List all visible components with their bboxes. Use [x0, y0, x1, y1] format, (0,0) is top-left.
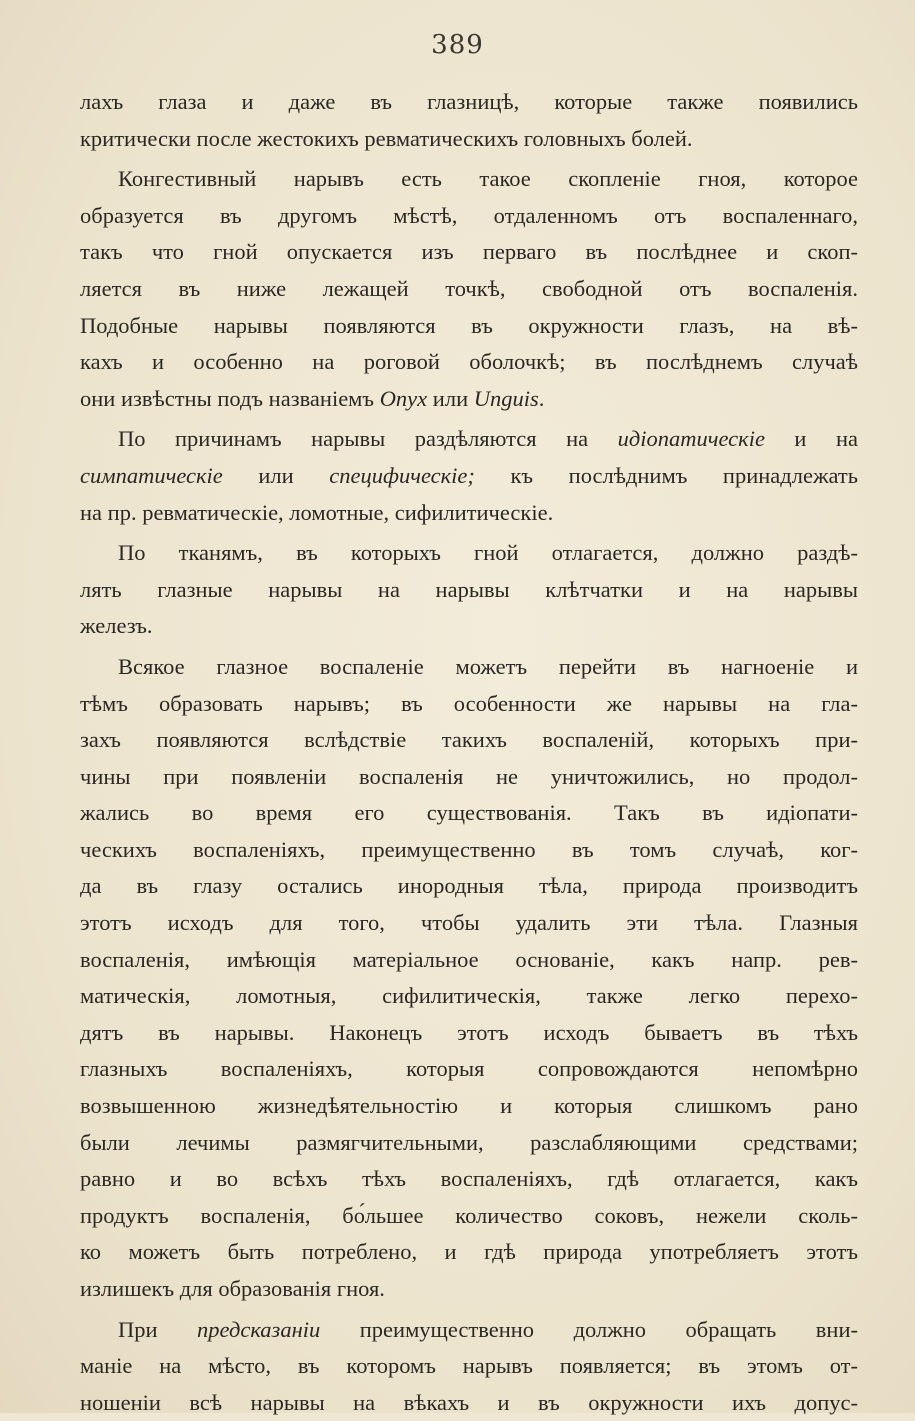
text-line [80, 198, 858, 235]
text-line [80, 608, 858, 645]
paragraph [80, 421, 858, 531]
text-run: или [427, 385, 474, 411]
text-run: Подобные нарывы появляются въ окружности глазъ, на вѣ- [80, 312, 858, 338]
text-run: лять глазные нарывы на нарывы клѣтчатки и на нарывы [80, 576, 858, 602]
text-run: на пр. ревматическіе, ломотные, сифилитическіе. [80, 499, 554, 525]
paragraph [80, 535, 858, 645]
text-line [80, 1234, 858, 1271]
text-run: или [222, 462, 330, 488]
text-run: матическія, ломотныя, сифилитическія, также легко перехо- [80, 983, 858, 1009]
text-run: При [118, 1316, 198, 1342]
text-line [80, 1312, 858, 1349]
text-line [80, 686, 858, 723]
text-run: ношеніи всѣ нарывы на вѣкахъ и въ окружности ихъ допус- [80, 1389, 858, 1415]
text-run: кахъ и особенно на роговой оболочкѣ; въ послѣднемъ случаѣ [80, 349, 858, 375]
text-run: глазныхъ воспаленіяхъ, которыя сопровождаются непомѣрно [80, 1056, 858, 1082]
text-run: чины при появленіи воспаленія не уничтожились, но продол- [80, 763, 858, 789]
text-line [80, 458, 858, 495]
text-run: ческихъ воспаленіяхъ, преимущественно въ томъ случаѣ, ког- [80, 836, 858, 862]
paragraph [80, 649, 858, 1308]
text-run: ляется въ ниже лежащей точкѣ, свободной отъ воспаленія. [80, 275, 858, 301]
italic-text: симпатическіе [80, 462, 223, 488]
text-run: они извѣстны подъ названіемъ [80, 385, 380, 411]
text-line [80, 161, 858, 198]
text-run: железъ. [80, 613, 153, 639]
text-run: этотъ исходъ для того, чтобы удалить эти тѣла. Глазныя [80, 910, 858, 936]
text-line [80, 1161, 858, 1198]
text-run: лахъ глаза и даже въ глазницѣ, которые также появились [80, 89, 858, 114]
italic-text: Unguis [473, 385, 539, 411]
paragraph [80, 1312, 858, 1421]
page-number: 389 [431, 30, 484, 60]
text-run: излишекъ для образованія гноя. [80, 1276, 385, 1301]
text-run: критически после жестокихъ ревматическихъ головныхъ болей. [80, 125, 693, 151]
text-run: были лечимы размягчительными, разслабляющими средствами; [80, 1129, 858, 1155]
text-line [80, 121, 858, 158]
text-line [80, 234, 858, 271]
text-line [80, 572, 858, 609]
text-line [80, 1015, 858, 1052]
text-line [80, 271, 858, 308]
text-run: такъ что гной опускается изъ перваго въ послѣднее и скоп- [80, 239, 858, 265]
text-line [80, 1125, 858, 1162]
text-line [80, 1271, 858, 1308]
text-line [80, 1198, 858, 1235]
text-line [80, 308, 858, 345]
text-run: жались во время его существованія. Такъ въ идіопати- [80, 800, 858, 826]
text-run: захъ появляются вслѣдствіе такихъ воспаленій, которыхъ при- [80, 727, 858, 753]
text-run: Конгестивный нарывъ есть такое скопленіе гноя, которое [118, 166, 858, 192]
text-line [80, 905, 858, 942]
text-run: дятъ въ нарывы. Наконецъ этотъ исходъ бываетъ въ тѣхъ [80, 1019, 858, 1045]
text-line [80, 1348, 858, 1385]
text-line [80, 381, 858, 418]
text-run: образуется въ другомъ мѣстѣ, отдаленномъ отъ воспаленнаго, [80, 202, 858, 228]
text-run: и на [764, 426, 858, 452]
text-line [80, 1385, 858, 1421]
text-run: ко можетъ быть потреблено, и гдѣ природа употребляетъ этотъ [80, 1239, 858, 1265]
italic-text: специфическіе; [329, 462, 475, 488]
text-line [80, 495, 858, 532]
text-line [80, 535, 858, 572]
text-run: маніе на мѣсто, въ которомъ нарывъ появляется; въ этомъ от- [80, 1353, 858, 1379]
text-line [80, 722, 858, 759]
text-line [80, 795, 858, 832]
text-line [80, 1088, 858, 1125]
text-run: продуктъ воспаленія, бо́льшее количество соковъ, нежели сколь- [80, 1202, 858, 1228]
text-run: возвышенною жизнедѣятельностію и которыя слишкомъ рано [80, 1093, 858, 1119]
text-run: По причинамъ нарывы раздѣляются на [118, 426, 618, 452]
italic-text: предсказаніи [197, 1316, 321, 1342]
body-text [80, 84, 858, 1421]
text-line [80, 344, 858, 381]
text-line [80, 421, 858, 458]
text-run: По тканямъ, въ которыхъ гной отлагается, должно раздѣ- [118, 540, 858, 566]
paragraph [80, 161, 858, 417]
italic-text: идіопатическіе [617, 426, 765, 452]
text-line [80, 942, 858, 979]
text-run: равно и во всѣхъ тѣхъ воспаленіяхъ, гдѣ отлагается, какъ [80, 1166, 858, 1192]
italic-text: Onyx [379, 385, 428, 411]
text-run: тѣмъ образовать нарывъ; въ особенности же нарывы на гла- [80, 690, 858, 716]
text-line [80, 832, 858, 869]
text-line [80, 868, 858, 905]
text-line [80, 649, 858, 686]
text-run: преимущественно должно обращать вни- [320, 1316, 858, 1342]
text-run: къ послѣднимъ принадлежать [474, 462, 858, 488]
text-line [80, 759, 858, 796]
text-line [80, 1051, 858, 1088]
text-line [80, 84, 858, 121]
text-line [80, 978, 858, 1015]
text-run: да въ глазу остались инородныя тѣла, природа производитъ [80, 873, 858, 899]
text-run: Всякое глазное воспаленіе можетъ перейти въ нагноеніе и [118, 653, 858, 679]
paragraph [80, 84, 858, 157]
text-run: . [538, 385, 545, 411]
text-run: воспаленія, имѣющія матеріальное основаніе, какъ напр. рев- [80, 946, 858, 972]
